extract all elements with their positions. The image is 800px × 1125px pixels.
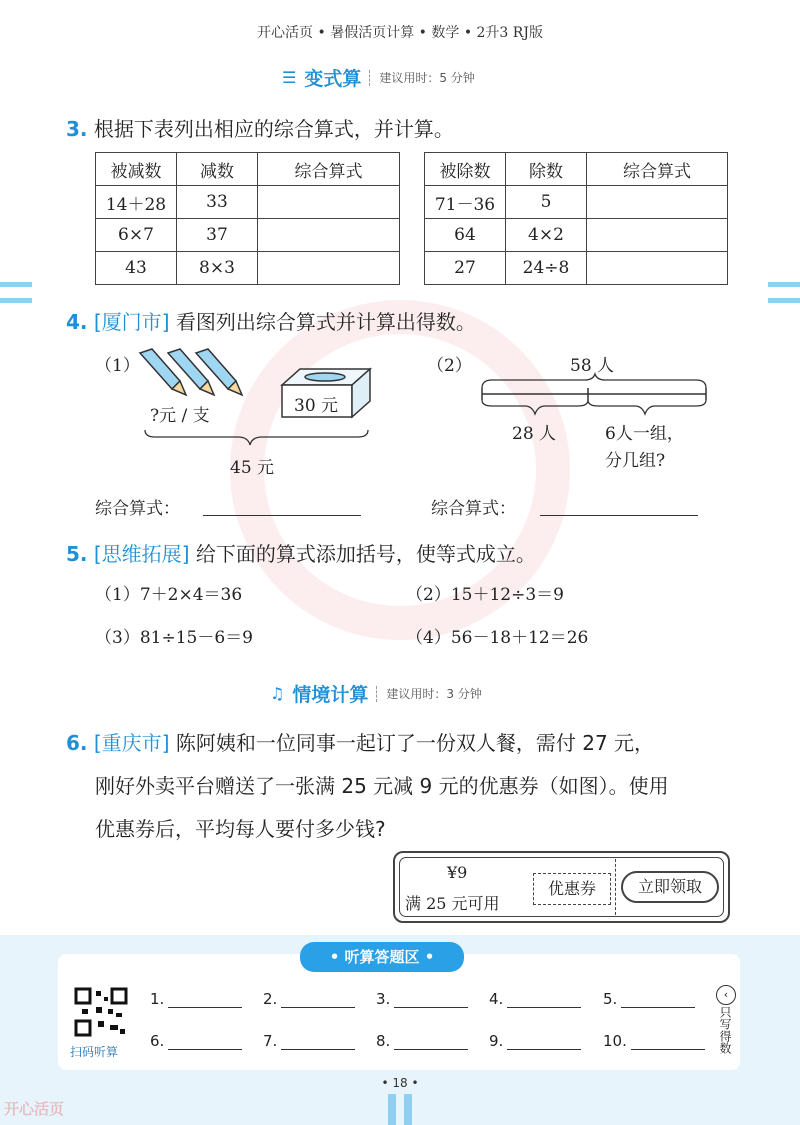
question-text: 给下面的算式添加括号，使等式成立。 (195, 542, 536, 566)
table-cell: 6×7 (96, 219, 177, 252)
question-tag: 思维拓展 (101, 542, 182, 566)
part-brace (588, 400, 706, 414)
binding-stripe (388, 1094, 396, 1125)
answer-cell[interactable] (587, 186, 728, 219)
answer-slot[interactable]: 9. (489, 1032, 581, 1050)
question-number: 3. (66, 117, 88, 141)
answer-slot[interactable]: 2. (263, 990, 355, 1008)
table-cell: 8×3 (177, 252, 258, 285)
total-brace (145, 430, 368, 445)
total-people-label: 58 人 (570, 356, 615, 376)
part-people-label: 28 人 (512, 424, 557, 444)
table-cell: 27 (425, 252, 506, 285)
table-header: 综合算式 (587, 153, 728, 186)
table-header: 被除数 (425, 153, 506, 186)
table-cell: 64 (425, 219, 506, 252)
question-text: 看图列出综合算式并计算出得数。 (175, 310, 476, 334)
binding-stripe (404, 1094, 412, 1125)
section-title: 变式算 (304, 68, 362, 90)
sliders-icon: ☰ (282, 68, 297, 87)
answer-cell[interactable] (587, 252, 728, 285)
answer-area-title: • 听算答题区 • (300, 942, 464, 972)
total-price-label: 45 元 (230, 458, 275, 478)
answer-slot[interactable]: 1. (150, 990, 242, 1008)
arrow-left-icon: ‹ (716, 985, 736, 1005)
table-cell: 14＋28 (96, 186, 177, 219)
question-text-line: 优惠券后，平均每人要付多少钱? (95, 817, 386, 841)
table-cell: 5 (506, 186, 587, 219)
expression-item: （1）7＋2×4＝36 (95, 585, 243, 605)
question-4: 4. [厦门市] 看图列出综合算式并计算出得数。 (66, 310, 476, 334)
answer-slot[interactable]: 7. (263, 1032, 355, 1050)
qr-code-icon[interactable] (74, 987, 128, 1037)
part-label: （2） (427, 356, 472, 376)
group-size-label: 6人一组， (605, 424, 684, 444)
bell-icon: ♫ (270, 684, 285, 703)
division-table (424, 152, 728, 285)
table-cell: 71－36 (425, 186, 506, 219)
section-time: 建议用时：5 分钟 (379, 71, 475, 85)
answer-label: 综合算式： (431, 499, 516, 519)
left-stripe (0, 282, 32, 287)
section-title-variant (282, 64, 475, 91)
table-header: 被减数 (96, 153, 177, 186)
question-text: 陈阿姨和一位同事一起订了一份双人餐，需付 27 元， (175, 731, 655, 755)
segment-figure (480, 372, 710, 422)
expression-item: （3）81÷15－6＝9 (95, 628, 253, 648)
question-number: 6. (66, 731, 88, 755)
qr-label: 扫码听算 (70, 1045, 119, 1059)
coupon (393, 851, 730, 923)
table-header: 综合算式 (258, 153, 400, 186)
answer-slot[interactable]: 4. (489, 990, 581, 1008)
section-time: 建议用时：3 分钟 (386, 687, 482, 701)
coupon-amount: ¥9 (447, 863, 468, 882)
right-stripe (768, 282, 800, 287)
unit-price-label: ?元 / 支 (150, 406, 210, 426)
group-question-label: 分几组? (605, 451, 666, 471)
answer-cell[interactable] (258, 219, 400, 252)
subtraction-table (95, 152, 400, 285)
question-number: 4. (66, 310, 88, 334)
section-title: 情境计算 (292, 684, 369, 706)
section-title-context (270, 680, 482, 707)
question-5: 5. [思维拓展] 给下面的算式添加括号，使等式成立。 (66, 542, 536, 566)
expression-item: （2）15＋12÷3＝9 (406, 585, 564, 605)
table-cell: 43 (96, 252, 177, 285)
page-header: 开心活页 • 暑假活页计算 • 数学 • 2升3 RJ版 (257, 25, 543, 41)
table-header: 除数 (506, 153, 587, 186)
top-brace (482, 374, 706, 388)
divider (376, 686, 378, 702)
question-text: 根据下表列出相应的综合算式，并计算。 (93, 117, 454, 141)
question-tag: 重庆市 (101, 731, 162, 755)
answer-cell[interactable] (258, 186, 400, 219)
right-stripe (768, 298, 800, 303)
table-cell: 24÷8 (506, 252, 587, 285)
question-3 (66, 113, 454, 142)
answer-slot[interactable]: 3. (376, 990, 468, 1008)
part-brace (482, 400, 588, 414)
answer-slot[interactable]: 8. (376, 1032, 468, 1050)
coupon-label: 优惠券 (533, 873, 611, 905)
question-6: 6. [重庆市] 陈阿姨和一位同事一起订了一份双人餐，需付 27 元， (66, 731, 655, 755)
question-number: 5. (66, 542, 88, 566)
question-text-line: 刚好外卖平台赠送了一张满 25 元减 9 元的优惠券（如图）。使用 (95, 774, 669, 798)
left-stripe (0, 298, 32, 303)
box-price-label: 30 元 (294, 396, 339, 416)
footer-logo: 开心活页 (4, 1100, 65, 1118)
coupon-condition: 满 25 元可用 (405, 894, 500, 913)
divider (369, 70, 371, 86)
table-cell: 33 (177, 186, 258, 219)
table-cell: 37 (177, 219, 258, 252)
answer-slot[interactable]: 10. (603, 1032, 705, 1050)
answer-slot[interactable]: 5. (603, 990, 695, 1008)
answer-label: 综合算式： (95, 499, 180, 519)
claim-button[interactable]: 立即领取 (621, 871, 719, 903)
question-tag: 厦门市 (101, 310, 162, 334)
table-header: 减数 (177, 153, 258, 186)
expression-item: （4）56－18＋12＝26 (406, 628, 589, 648)
page-number: • 18 • (381, 1076, 419, 1090)
answer-line[interactable] (540, 515, 698, 516)
table-cell: 4×2 (506, 219, 587, 252)
answer-cell[interactable] (258, 252, 400, 285)
side-note: 只写得数 (718, 1006, 732, 1054)
part-label: （1） (95, 356, 140, 376)
answer-line[interactable] (203, 515, 361, 516)
answer-cell[interactable] (587, 219, 728, 252)
answer-slot[interactable]: 6. (150, 1032, 242, 1050)
